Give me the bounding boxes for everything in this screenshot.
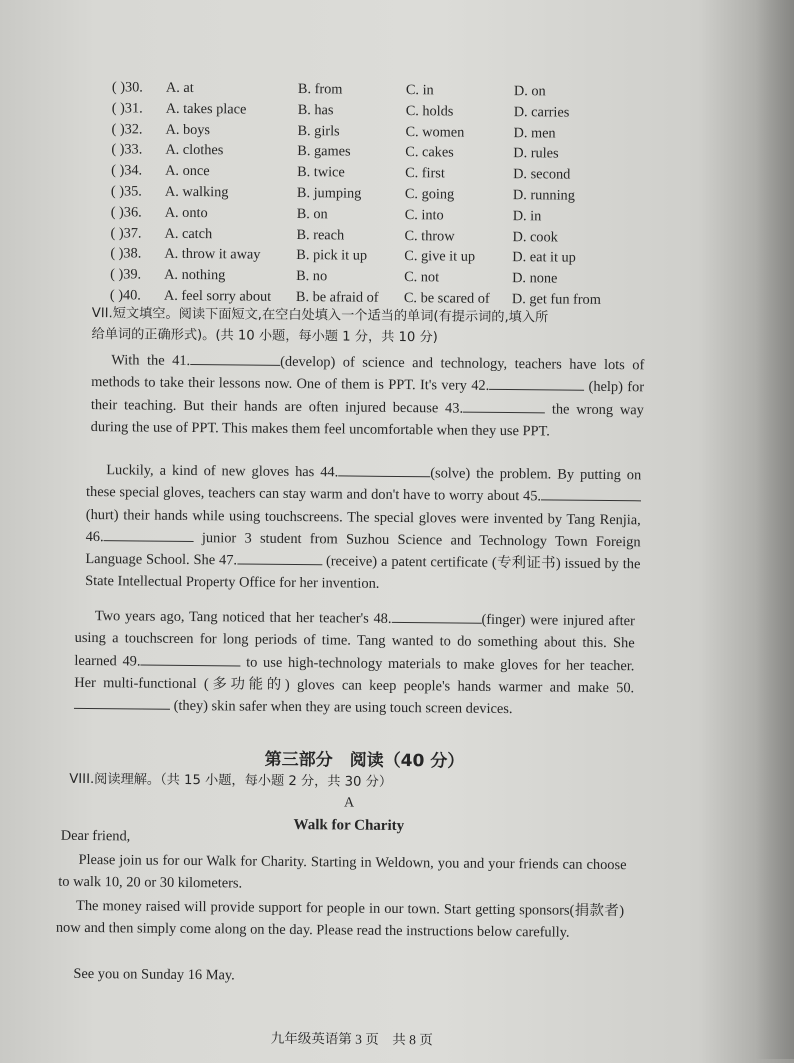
option-b: B. no (296, 268, 328, 285)
passage-letter: A (343, 795, 355, 811)
option-d: D. get fun from (511, 291, 601, 308)
p1-text-d: the wrong way during the use of PPT. This makes them feel uncomfortable when they use PPT. (90, 401, 644, 440)
blank-44[interactable] (338, 461, 430, 477)
option-a: A. throw it away (164, 246, 261, 264)
blank-48[interactable] (391, 608, 481, 624)
option-d: D. on (513, 83, 546, 100)
p3-text-d: (they) skin safer when they are using touch screen devices. (173, 698, 513, 718)
p2-text-d: junior 3 student from Suzhou Science and Technology Town Foreign Language School. She 47. (85, 529, 641, 569)
question-number[interactable]: ( )31. (111, 100, 143, 117)
passage-paragraph-1: Please join us for our Walk for Charity. Starting in Weldown, you and your friends can choose to walk 10, 20 or 30 kilometers. (58, 851, 627, 892)
option-b: B. reach (296, 226, 345, 244)
option-a: A. boys (165, 121, 211, 138)
option-b: B. on (296, 205, 328, 223)
section7-instruction (91, 303, 646, 350)
option-c: C. women (405, 123, 465, 141)
p2-text-b: (solve) the problem. By putting on these special gloves, teachers can stay warm and don't have to worry about 45. (85, 465, 642, 505)
option-a: A. walking (164, 183, 229, 201)
option-d: D. running (512, 187, 575, 204)
option-c: C. not (404, 269, 440, 286)
option-d: D. carries (513, 103, 570, 121)
passage-title: Walk for Charity (293, 816, 405, 835)
option-c: C. holds (405, 102, 454, 120)
option-d: D. cook (512, 228, 558, 246)
option-b: B. from (297, 81, 343, 98)
blank-50[interactable] (74, 694, 170, 710)
option-d: D. second (513, 166, 571, 183)
option-c: C. cakes (405, 144, 454, 161)
option-c: C. first (405, 165, 445, 182)
blank-49[interactable] (140, 650, 240, 666)
multiple-choice-list (110, 77, 672, 311)
blank-42[interactable] (489, 375, 584, 391)
option-d: D. men (513, 124, 556, 142)
option-c: C. in (405, 82, 434, 99)
blank-46[interactable] (104, 526, 194, 542)
option-b: B. pick it up (296, 247, 368, 265)
question-number[interactable]: ( )32. (111, 120, 143, 138)
question-number[interactable]: ( )34. (111, 162, 143, 179)
instruction-line-2: 给单词的正确形式)。(共 10 小题，每小题 1 分，共 10 分) (91, 327, 438, 346)
question-number[interactable]: ( )37. (110, 224, 142, 242)
option-a: A. nothing (164, 266, 226, 284)
option-b: B. games (297, 143, 351, 160)
option-a: A. catch (164, 225, 213, 242)
question-number[interactable]: ( )40. (109, 287, 141, 304)
option-b: B. girls (297, 122, 340, 139)
p1-text-b: (develop) of science and technology, teachers have lots of methods to take their lessons now. One of them is PPT. It's very 42. (91, 353, 645, 395)
p1-text-c: (help) for their teaching. But their hands are often injured because 43. (90, 379, 645, 417)
option-a: A. clothes (165, 142, 224, 159)
option-a: A. takes place (165, 100, 247, 118)
option-d: D. rules (513, 145, 559, 162)
question-number[interactable]: ( )30. (111, 79, 143, 96)
option-b: B. twice (297, 164, 345, 181)
question-number[interactable]: ( )35. (110, 183, 142, 200)
option-d: D. eat it up (512, 249, 576, 267)
p3-text-a: Two years ago, Tang noticed that her teacher's 48. (94, 608, 392, 627)
p3-text-b: (finger) were injured after using a touchscreen for long periods of time. Tang wanted to do something about this. She learned 49. (74, 611, 635, 670)
instruction-line-1: VII.短文填空。阅读下面短文,在空白处填入一个适当的单词(有提示词的,填入所 (91, 306, 549, 326)
option-c: C. give it up (404, 248, 476, 266)
blank-43[interactable] (463, 397, 545, 413)
blank-47[interactable] (237, 550, 322, 566)
page-edge-shadow (756, 0, 794, 1059)
option-a: A. onto (164, 204, 208, 221)
option-b: B. be afraid of (295, 288, 379, 306)
passage-paragraph-3: See you on Sunday 16 May. (73, 965, 235, 984)
cloze-paragraph-2 (85, 459, 641, 598)
question-number[interactable]: ( )33. (111, 141, 143, 158)
option-d: D. none (512, 270, 558, 287)
option-c: C. going (404, 186, 455, 203)
question-number[interactable]: ( )36. (110, 203, 142, 221)
option-a: A. once (165, 162, 210, 180)
p2-text-e: (receive) a patent certificate (专利证书) issued by the State Intellectual Property Office for her invention. (85, 553, 641, 593)
page-footer: 九年级英语第 3 页 共 8 页 (270, 1030, 433, 1048)
option-c: C. throw (404, 227, 455, 245)
p2-text-c: (hurt) their hands while using touchscreens. The special gloves were invented by Tang Renjia, 46. (85, 506, 641, 546)
p3-text-c: to use high-technology materials to make gloves for her teacher. Her multi-functional (多功能的) gloves can keep people's hands warmer and make 50. (74, 654, 635, 697)
part3-title: 第三部分 阅读（40 分） (264, 749, 465, 772)
option-c: C. be scared of (403, 289, 490, 307)
option-a: A. at (165, 79, 194, 97)
passage-paragraph-2: The money raised will provide support for people in our town. Start getting sponsors(捐款者) now and then simply come along on the day. Please read the instructions below carefully. (55, 897, 625, 941)
blank-41[interactable] (190, 350, 280, 366)
option-a: A. feel sorry about (163, 287, 272, 305)
p1-text-a: With the 41. (111, 352, 191, 369)
p2-text-a: Luckily, a kind of new gloves has 44. (106, 462, 339, 481)
question-number[interactable]: ( )39. (110, 266, 142, 283)
letter-greeting: Dear friend, (60, 827, 131, 845)
option-b: B. has (297, 101, 334, 119)
question-number[interactable]: ( )38. (110, 245, 142, 262)
cloze-paragraph-1 (91, 349, 645, 443)
section8-instruction: VIII.阅读理解。（共 15 小题，每小题 2 分，共 30 分） (69, 771, 393, 790)
option-d: D. in (512, 207, 542, 225)
option-b: B. jumping (296, 184, 362, 202)
cloze-paragraph-3 (74, 605, 635, 722)
blank-45[interactable] (541, 486, 641, 502)
option-c: C. into (404, 206, 444, 224)
